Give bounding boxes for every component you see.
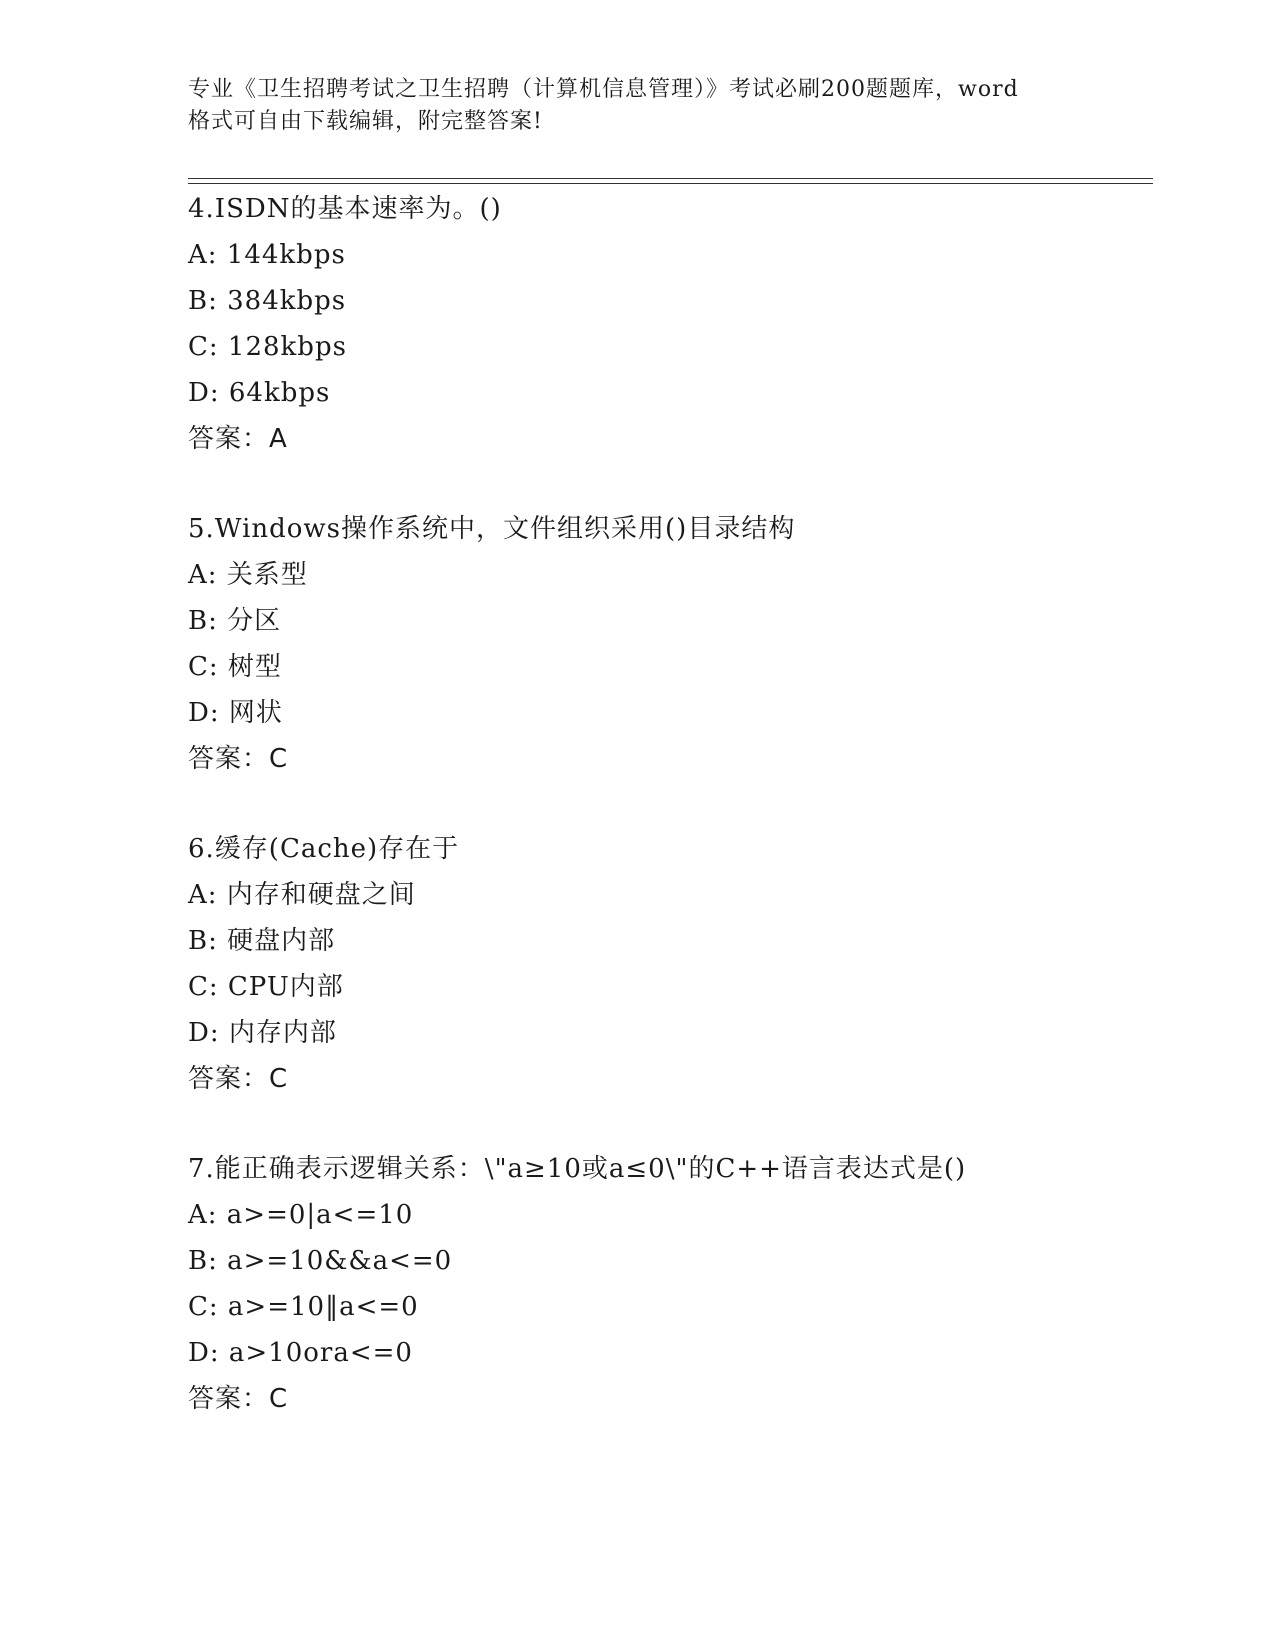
answer: 答案：A (188, 424, 288, 454)
option-d: D: 64kbps (188, 378, 331, 408)
document-header (188, 74, 1088, 138)
option-d: D: a>10ora<=0 (188, 1338, 413, 1368)
option-b: B: 384kbps (188, 286, 347, 316)
option-d: D: 网状 (188, 698, 283, 728)
header-line-2: 格式可自由下载编辑，附完整答案! (188, 109, 543, 134)
question-6 (188, 826, 1148, 1102)
question-stem: 6.缓存(Cache)存在于 (188, 834, 460, 864)
option-b: B: 硬盘内部 (188, 926, 336, 956)
header-divider-top (188, 178, 1153, 179)
option-b: B: 分区 (188, 606, 282, 636)
option-a: A: a>=0|a<=10 (188, 1200, 414, 1230)
option-a: A: 内存和硬盘之间 (188, 880, 416, 910)
answer: 答案：C (188, 744, 289, 774)
question-stem: 4.ISDN的基本速率为。() (188, 194, 502, 224)
answer: 答案：C (188, 1064, 289, 1094)
answer: 答案：C (188, 1384, 289, 1414)
option-a: A: 关系型 (188, 560, 308, 590)
question-stem: 5.Windows操作系统中，文件组织采用()目录结构 (188, 514, 796, 544)
question-4 (188, 186, 1148, 462)
option-c: C: a>=10‖a<=0 (188, 1292, 419, 1322)
question-5 (188, 506, 1148, 782)
question-7 (188, 1146, 1148, 1422)
option-b: B: a>=10&&a<=0 (188, 1246, 453, 1276)
header-line-1: 专业《卫生招聘考试之卫生招聘（计算机信息管理）》考试必刷200题题库，word (188, 77, 1019, 102)
option-a: A: 144kbps (188, 240, 346, 270)
option-c: C: 128kbps (188, 332, 347, 362)
question-stem: 7.能正确表示逻辑关系：\"a≥10或a≤0\"的C++语言表达式是() (188, 1154, 967, 1184)
option-c: C: 树型 (188, 652, 282, 682)
option-d: D: 内存内部 (188, 1018, 337, 1048)
option-c: C: CPU内部 (188, 972, 344, 1002)
header-divider-bottom (188, 183, 1153, 184)
